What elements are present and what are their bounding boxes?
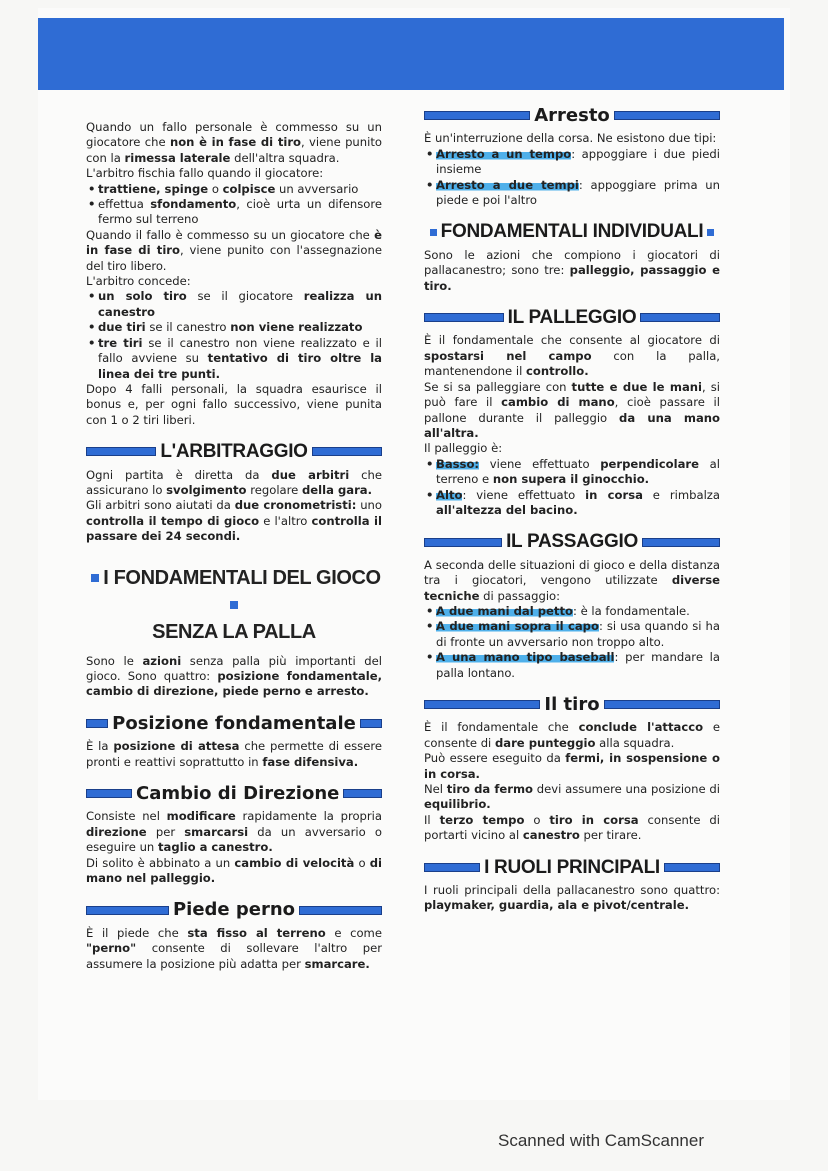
arresto-paragraph: È un'interruzione della corsa. Ne esistono due tipi: — [424, 131, 717, 146]
section-title-fondamentali: I FONDAMENTALI DEL GIOCO SENZA LA PALLA — [86, 565, 382, 646]
cambio-paragraph-1: Consiste nel modificare rapidamente la propria direzione per smarcarsi da un avversario o eseguire un taglio a canestro. — [86, 809, 382, 855]
palleggio-paragraph-2: Se si sa palleggiare con tutte e due le mani, si può fare il cambio di mano, cioè passare il pallone durante il palleggio da una mano all'altra. — [424, 379, 720, 440]
heading-bar — [86, 719, 108, 728]
posizione-paragraph: È la posizione di attesa che permette di essere pronti e reattivi soprattutto in fase difensiva. — [86, 739, 382, 769]
heading-bar — [86, 447, 156, 456]
section-heading-palleggio: IL PALLEGGIO — [424, 310, 720, 325]
heading-bar — [424, 863, 480, 872]
tiro-paragraph-3: Nel tiro da fermo devi assumere una posizione di equilibrio. — [424, 782, 720, 812]
list-item: • A due mani sopra il capo: si usa quando si ha di fronte un avversario non troppo alto. — [424, 619, 720, 650]
heading-bar — [642, 538, 720, 547]
palleggio-paragraph-1: È il fondamentale che consente al giocatore di spostarsi nel campo con la palla, mantenendone il controllo. — [424, 333, 720, 379]
list-item: • A due mani dal petto: è la fondamentale. — [424, 604, 720, 619]
list-item: • trattiene, spinge o colpisce un avversario — [86, 182, 382, 197]
section-heading-individuali: FONDAMENTALI INDIVIDUALI — [424, 224, 720, 239]
ruoli-paragraph: I ruoli principali della pallacanestro sono quattro: playmaker, guardia, ala e pivot/centrale. — [424, 883, 720, 913]
heading-bar — [664, 863, 720, 872]
list-item: • Arresto a un tempo: appoggiare i due piedi insieme — [424, 147, 720, 178]
list-item: • due tiri se il canestro non viene realizzato — [86, 320, 382, 335]
heading-bar — [424, 700, 540, 709]
passaggio-list — [424, 604, 720, 681]
heading-bar — [312, 447, 382, 456]
section-heading-cambio: Cambio di Direzione — [86, 786, 382, 801]
left-column — [86, 120, 382, 972]
heading-bar — [86, 906, 169, 915]
palleggio-list — [424, 457, 720, 519]
cambio-paragraph-2: Di solito è abbinato a un cambio di velocità o di mano nel palleggio. — [86, 855, 382, 886]
heading-bar — [614, 111, 720, 120]
section-heading-ruoli: I RUOLI PRINCIPALI — [424, 860, 720, 875]
scanner-watermark: Scanned with CamScanner — [498, 1131, 705, 1150]
list-item: • Alto: viene effettuato in corsa e rimbalza all'altezza del bacino. — [424, 488, 720, 519]
free-throw-list — [86, 289, 382, 381]
heading-bar — [424, 111, 530, 120]
foul-list — [86, 182, 382, 228]
list-item: • A una mano tipo baseball: per mandare la palla lontano. — [424, 650, 720, 681]
heading-bar — [424, 538, 502, 547]
heading-bar — [299, 906, 382, 915]
list-item: • Arresto a due tempi: appoggiare prima un piede e poi l'altro — [424, 178, 720, 209]
tiro-paragraph-4: Il terzo tempo o tiro in corsa consente di portarti vicino al canestro per tirare. — [424, 812, 721, 843]
fondamentali-paragraph: Sono le azioni senza palla più importanti del gioco. Sono quattro: posizione fondamentale, cambio di direzione, piede perno e arresto. — [86, 653, 382, 699]
section-heading-perno: Piede perno — [86, 902, 382, 917]
section-heading-tiro: Il tiro — [424, 697, 720, 712]
section-heading-arresto: Arresto — [424, 108, 720, 123]
heading-bar — [343, 789, 382, 798]
heading-bar — [360, 719, 382, 728]
arresto-list — [424, 147, 720, 209]
tiro-paragraph-2: Può essere eseguito da fermi, in sospensione o in corsa. — [424, 751, 720, 781]
perno-paragraph: È il piede che sta fisso al terreno e come "perno" consente di sollevare l'altro per assumere la posizione più adatta per smarcare. — [86, 925, 382, 971]
intro-paragraph-4: L'arbitro concede: — [86, 274, 191, 289]
list-item: • tre tiri se il canestro non viene realizzato e il fallo avviene su tentativo di tiro oltre la linea dei tre punti. — [86, 336, 382, 382]
list-item: • Basso: viene effettuato perpendicolare al terreno e non supera il ginocchio. — [424, 457, 720, 488]
heading-bar — [424, 313, 504, 322]
list-item: • un solo tiro se il giocatore realizza un canestro — [86, 289, 382, 320]
right-column — [424, 105, 721, 914]
section-heading-posizione: Posizione fondamentale — [86, 716, 382, 731]
header-banner — [38, 18, 784, 90]
section-heading-arbitraggio: L'ARBITRAGGIO — [86, 444, 382, 459]
intro-paragraph-3: Quando il fallo è commesso su un giocatore che è in fase di tiro, viene punito con l'assegnazione del tiro libero. — [86, 227, 382, 273]
heading-bar — [640, 313, 720, 322]
heading-bar — [86, 789, 132, 798]
section-heading-passaggio: IL PASSAGGIO — [424, 534, 720, 549]
arbitraggio-paragraph-2: Gli arbitri sono aiutati da due cronometristi: uno controlla il tempo di gioco e l'altro controlla il passare dei 24 secondi. — [86, 498, 383, 544]
intro-paragraph-5: Dopo 4 falli personali, la squadra esaurisce il bonus e, per ogni fallo successivo, viene punita con 1 o 2 tiri liberi. — [86, 381, 382, 427]
intro-paragraph-1: Quando un fallo personale è commesso su un giocatore che non è in fase di tiro, viene punito con la rimessa laterale dell'altra squadra. — [86, 120, 382, 165]
tiro-paragraph-1: È il fondamentale che conclude l'attacco e consente di dare punteggio alla squadra. — [424, 720, 720, 750]
heading-bar — [604, 700, 720, 709]
palleggio-paragraph-3: Il palleggio è: — [424, 441, 503, 456]
arbitraggio-paragraph-1: Ogni partita è diretta da due arbitri che assicurano lo svolgimento regolare della gara. — [86, 467, 382, 497]
intro-paragraph-2: L'arbitro fischia fallo quando il giocatore: — [86, 166, 324, 181]
passaggio-paragraph: A seconda delle situazioni di gioco e della distanza tra i giocatori, vengono utilizzate diverse tecniche di passaggio: — [424, 557, 720, 603]
individuali-paragraph: Sono le azioni che compiono i giocatori di pallacanestro; sono tre: palleggio, passaggio e tiro. — [424, 247, 720, 293]
list-item: • effettua sfondamento, cioè urta un difensore fermo sul terreno — [86, 197, 382, 228]
